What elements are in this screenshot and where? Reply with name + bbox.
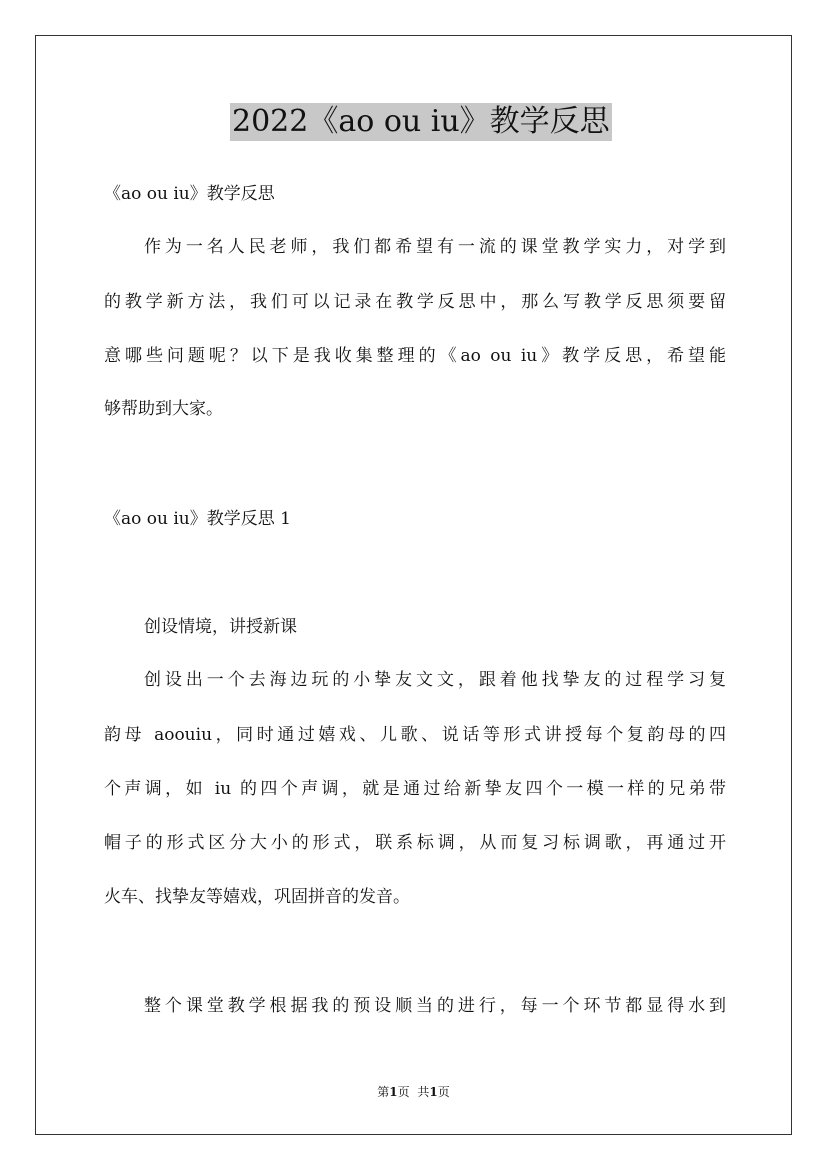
- subsection-heading: 创设情境，讲授新课: [144, 617, 297, 637]
- intro-line-1: 作为一名人民老师，我们都希望有一流的课堂教学实力，对学到: [144, 237, 726, 257]
- body-line-1: 创设出一个去海边玩的小挚友文文，跟着他找挚友的过程学习复: [144, 670, 726, 690]
- footer-page-prefix: 第: [377, 1085, 390, 1099]
- body-line-3: 个声调，如 iu 的四个声调，就是通过给新挚友四个一模一样的兄弟带: [104, 779, 726, 799]
- page-footer: [0, 1084, 827, 1100]
- body-line-4: 帽子的形式区分大小的形式，联系标调，从而复习标调歌，再通过开: [104, 833, 726, 853]
- section-heading: 《ao ou iu》教学反思 1: [104, 509, 291, 529]
- footer-total-number: 1: [429, 1085, 438, 1099]
- document-title: 2022《ao ou iu》教学反思: [232, 104, 610, 139]
- body-line-2: 韵母 aoouiu，同时通过嬉戏、儿歌、说话等形式讲授每个复韵母的四: [104, 725, 726, 745]
- intro-line-2: 的教学新方法，我们可以记录在教学反思中，那么写教学反思须要留: [104, 292, 726, 312]
- footer-page-number: 1: [389, 1085, 398, 1099]
- document-heading: 《ao ou iu》教学反思: [104, 184, 275, 204]
- closing-line: 整个课堂教学根据我的预设顺当的进行，每一个环节都显得水到: [144, 996, 726, 1016]
- intro-line-4: 够帮助到大家。: [104, 399, 223, 419]
- footer-page-suffix: 页: [397, 1085, 410, 1099]
- footer-total-suffix: 页: [437, 1085, 450, 1099]
- body-line-5: 火车、找挚友等嬉戏，巩固拼音的发音。: [104, 887, 410, 907]
- footer-total-prefix: 共: [417, 1085, 430, 1099]
- intro-line-3: 意哪些问题呢？以下是我收集整理的《ao ou iu》教学反思，希望能: [104, 346, 726, 366]
